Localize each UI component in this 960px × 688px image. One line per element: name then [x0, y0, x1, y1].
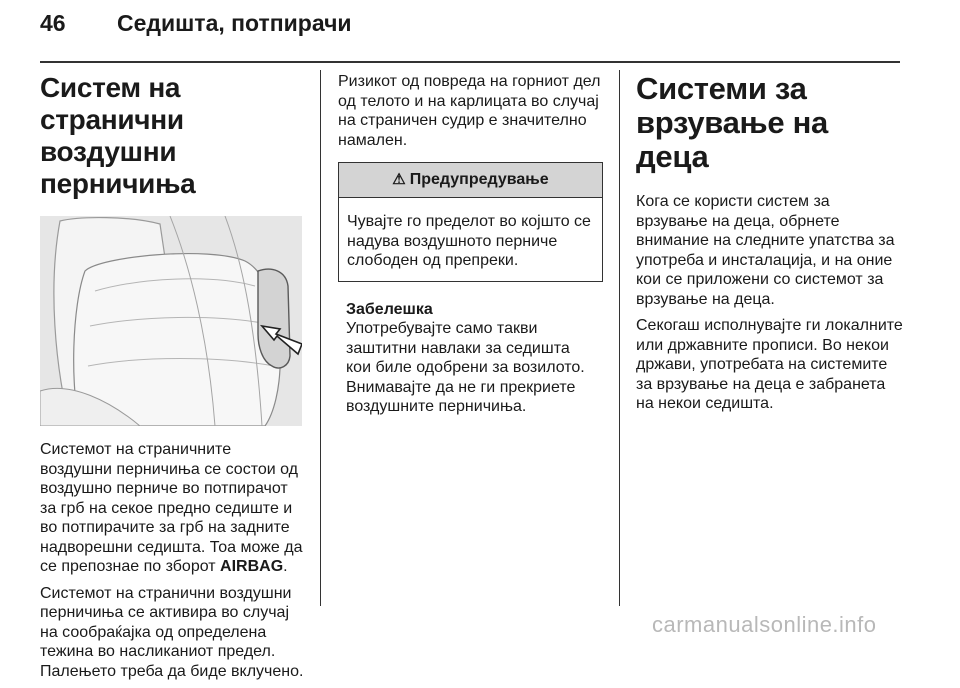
child-restraint-regulations: Секогаш исполнувајте ги локалните или државните прописи. Во некои држави, употребата на системите за врзување на деца е забранета на некои седишта.	[636, 317, 903, 412]
injury-risk-text: Ризикот од повреда на горниот дел од телото и на карлицата во случај на страничен судир е значително намален.	[338, 73, 601, 149]
header-rule	[40, 61, 900, 63]
child-restraint-instructions: Кога се користи систем за врзување на деца, обрнете внимание на следните упатства за употреба и инсталација, и на оние кои се приложени со системот за врзување на деца.	[636, 193, 895, 308]
warning-box	[338, 162, 603, 282]
section-heading-child-restraint: Системи за врзување на деца	[636, 71, 828, 174]
warning-triangle-icon: ⚠	[392, 171, 406, 189]
warning-header	[339, 163, 602, 198]
note-block	[346, 300, 595, 417]
seat-side-airbag-illustration	[40, 216, 302, 426]
right-column	[636, 72, 904, 421]
note-title: Забелешка	[346, 300, 433, 318]
section-heading-side-airbag: Систем на странични воздушни перничиња	[40, 72, 196, 199]
note-text: Употребувајте само такви заштитни навлаки за седишта кои биле одобрени за возилото. Внимавајте да не ги прекриете воздушните перничиња.	[346, 320, 585, 415]
side-airbag-description: Системот на страничните воздушни перничиња се состои од воздушно перниче во потпирачот за грб на секое предно седиште и во потпирачите за грб на задните надворешни седишта. Тоа може да се препознае по зборот AIRBAG.	[40, 441, 303, 575]
middle-column	[338, 72, 603, 417]
column-divider	[320, 70, 321, 606]
left-column	[40, 72, 306, 688]
page-header-title: Седишта, потпирачи	[117, 10, 352, 36]
column-divider	[619, 70, 620, 606]
watermark: carmanualsonline.info	[652, 612, 877, 637]
warning-text: Чувајте го пределот во којшто се надува воздушното перниче слободен од препреки.	[347, 213, 591, 269]
side-airbag-activation: Системот на странични воздушни перничиња се активира во случај на сообраќајка од определена тежина во насликаниот предел. Палењето треба да биде вклучено.	[40, 584, 304, 680]
page-number: 46	[40, 10, 66, 36]
airbag-label: AIRBAG	[220, 558, 284, 575]
warning-title: Предупредување	[409, 171, 549, 189]
seat-illustration-icon	[40, 216, 302, 426]
